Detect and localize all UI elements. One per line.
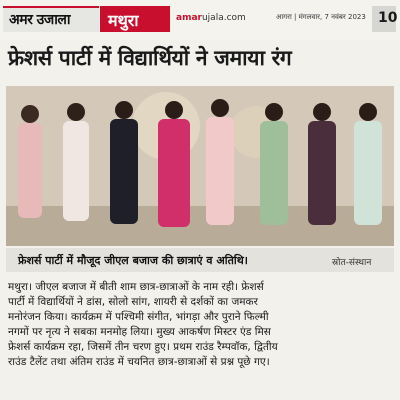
- event-photo-illustration: [6, 86, 394, 246]
- city-name: मथुरा: [108, 11, 139, 30]
- website-label: [176, 13, 246, 23]
- body-line: फ्रेशर्स कार्यक्रम रहा, जिसमें तीन चरण हुए। प्रथम राउंड रैम्पवॉक, द्वितीय: [8, 341, 278, 353]
- newspaper-name: अमर उजाला: [9, 12, 70, 28]
- masthead: [0, 0, 400, 40]
- website-suffix: ujala.com: [201, 13, 246, 23]
- photo-caption-bar: [6, 248, 394, 272]
- page-number: 10: [378, 10, 398, 26]
- page-number-box: [372, 6, 396, 32]
- body-line: राउंड टैलेंट तथा अंतिम राउंड में चयनित छात्र-छात्राओं से प्रश्न पूछे गए।: [8, 356, 270, 368]
- article-headline: फ्रेशर्स पार्टी में विद्यार्थियों ने जमाया रंग: [8, 46, 292, 70]
- body-line: पार्टी में विद्यार्थियों ने डांस, सोलो सांग, शायरी से दर्शकों का जमकर: [8, 296, 258, 308]
- photo-caption: फ्रेशर्स पार्टी में मौजूद जीएल बजाज की छात्राएं व अतिथि।: [18, 254, 248, 267]
- event-photo: [6, 86, 394, 246]
- website-prefix: amar: [176, 13, 202, 23]
- body-line: मथुरा। जीएल बजाज में बीती शाम छात्र-छात्राओं के नाम रही। फ्रेशर्स: [8, 281, 264, 293]
- newspaper-logo: [3, 6, 99, 32]
- body-line: नगमों पर नृत्य ने सबका मनमोह लिया। मुख्य आकर्षण मिस्टर एंड मिस: [8, 326, 271, 338]
- body-line: मनोरंजन किया। कार्यक्रम में पश्चिमी संगीत, भांगड़ा और पुराने फिल्मी: [8, 311, 269, 323]
- city-edition-badge: [100, 6, 170, 32]
- photo-credit: स्रोत-संस्थान: [332, 258, 372, 268]
- article-body: [8, 280, 394, 370]
- dateline: आगरा | मंगलवार, 7 नवंबर 2023: [276, 13, 366, 21]
